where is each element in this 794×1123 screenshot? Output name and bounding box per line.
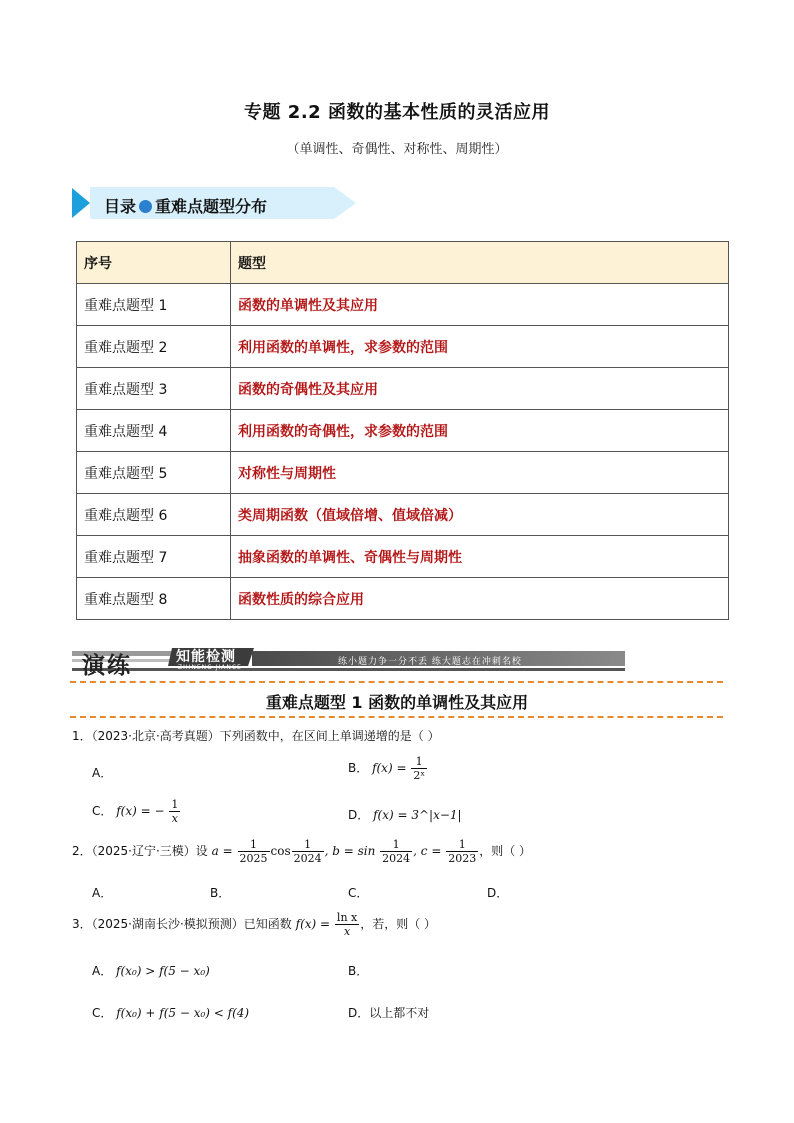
option-letter: D．	[348, 808, 370, 822]
question-3-option-b: B．	[348, 964, 369, 978]
dashed-divider-bottom	[70, 716, 723, 718]
fraction	[411, 755, 427, 782]
question-3-suffix: ，若，则（ ）	[360, 917, 437, 931]
question-3-prefix: 3．（2025·湖南长沙·模拟预测）已知函数	[72, 917, 292, 931]
fraction-numerator: 1	[411, 755, 427, 769]
fraction-numerator: ln x	[336, 911, 358, 924]
column-header-topic: 题型	[231, 242, 729, 284]
dashed-divider-top	[70, 681, 723, 683]
exercise-bar-underline	[72, 668, 625, 671]
exercise-slogan: 练小题力争一分不丢 练大题志在冲刺名校	[338, 657, 522, 667]
math-expression: a =	[211, 844, 233, 858]
table-row	[77, 284, 729, 326]
table-row	[77, 326, 729, 368]
fraction-denominator: 2023	[448, 852, 477, 865]
row-topic: 利用函数的奇偶性，求参数的范围	[231, 410, 729, 452]
fraction-denominator: 2024	[293, 852, 322, 865]
fraction	[380, 838, 412, 865]
row-topic: 类周期函数（值域倍增、值域倍减）	[231, 494, 729, 536]
question-2-option-d: D．	[487, 886, 509, 900]
fraction	[446, 838, 478, 865]
question-2-suffix: ，则（ ）	[479, 844, 532, 858]
option-letter: B．	[348, 761, 369, 775]
math-expression: , c =	[413, 844, 442, 858]
row-topic: 函数性质的综合应用	[231, 578, 729, 620]
option-letter: C．	[92, 1006, 113, 1020]
row-no: 重难点题型 8	[77, 578, 231, 620]
table-row	[77, 494, 729, 536]
question-3-option-a	[92, 962, 210, 979]
fraction	[292, 838, 324, 865]
banner-arrow-icon	[72, 188, 90, 218]
row-no: 重难点题型 4	[77, 410, 231, 452]
exercise-title: 演练	[82, 652, 132, 679]
question-2-option-b: B．	[210, 886, 231, 900]
fraction-numerator: 1	[238, 838, 270, 852]
fraction-numerator: 1	[171, 798, 179, 811]
banner-label-a: 目录	[104, 197, 137, 216]
fraction-numerator: 1	[380, 838, 412, 852]
row-no: 重难点题型 6	[77, 494, 231, 536]
math-cos: cos	[270, 844, 291, 858]
fraction-denominator: x	[171, 812, 178, 825]
row-no: 重难点题型 7	[77, 536, 231, 578]
question-1-stem: 1．（2023·北京·高考真题）下列函数中，在区间上单调递增的是（ ）	[72, 729, 440, 743]
fraction-denominator: 2ˣ	[413, 769, 426, 782]
math-expression: , b = sin	[324, 844, 376, 858]
fraction-numerator: 1	[446, 838, 478, 852]
exercise-tag-label: 知能检测	[176, 649, 236, 665]
row-no: 重难点题型 1	[77, 284, 231, 326]
table-row	[77, 536, 729, 578]
section-title: 重难点题型 1 函数的单调性及其应用	[265, 693, 529, 712]
banner-label	[104, 194, 267, 217]
math-expression: f(x₀) + f(5 − x₀) < f(4)	[116, 1006, 250, 1020]
exercise-tag-pinyin: ZHINENG JIANCE	[178, 664, 242, 671]
math-expression: f(x₀) > f(5 − x₀)	[116, 964, 210, 978]
table-row	[77, 452, 729, 494]
fraction	[238, 838, 270, 865]
question-2-option-c: C．	[348, 886, 369, 900]
fraction-denominator: x	[343, 925, 351, 938]
math-expression: f(x) =	[372, 761, 407, 775]
table-header-row	[77, 242, 729, 284]
question-3-option-d: D．以上都不对	[348, 1006, 430, 1020]
fraction	[335, 911, 359, 938]
column-header-no: 序号	[77, 242, 231, 284]
row-topic: 抽象函数的单调性、奇偶性与周期性	[231, 536, 729, 578]
fraction-denominator: 2025	[239, 852, 268, 865]
question-1-option-d	[348, 806, 462, 823]
banner-label-b: 重难点题型分布	[155, 197, 268, 216]
question-2-stem	[72, 838, 531, 865]
math-expression: f(x) =	[295, 917, 331, 931]
table-row	[77, 368, 729, 410]
row-topic: 利用函数的单调性，求参数的范围	[231, 326, 729, 368]
option-letter: C．	[92, 804, 113, 818]
row-topic: 函数的奇偶性及其应用	[231, 368, 729, 410]
question-1-option-b	[348, 755, 428, 782]
math-expression: f(x) = 3^|x−1|	[373, 808, 462, 822]
question-3-option-c	[92, 1004, 249, 1021]
question-1-option-c	[92, 798, 181, 825]
row-no: 重难点题型 2	[77, 326, 231, 368]
bullet-dot-icon	[139, 200, 152, 213]
row-topic: 函数的单调性及其应用	[231, 284, 729, 326]
option-letter: A．	[92, 964, 113, 978]
row-no: 重难点题型 5	[77, 452, 231, 494]
question-2-prefix: 2．（2025·辽宁·三模）设	[72, 844, 208, 858]
table-row	[77, 578, 729, 620]
fraction-numerator: 1	[292, 838, 324, 852]
fraction	[169, 798, 180, 825]
fraction-denominator: 2024	[382, 852, 411, 865]
topic-table	[76, 241, 729, 620]
page-subtitle: （单调性、奇偶性、对称性、周期性）	[286, 142, 508, 157]
question-3-stem	[72, 911, 436, 938]
row-topic: 对称性与周期性	[231, 452, 729, 494]
row-no: 重难点题型 3	[77, 368, 231, 410]
math-expression: f(x) = −	[116, 804, 165, 818]
table-row	[77, 410, 729, 452]
question-2-option-a: A．	[92, 886, 113, 900]
question-1-option-a: A．	[92, 766, 113, 780]
page-title: 专题 2.2 函数的基本性质的灵活应用	[244, 102, 550, 123]
